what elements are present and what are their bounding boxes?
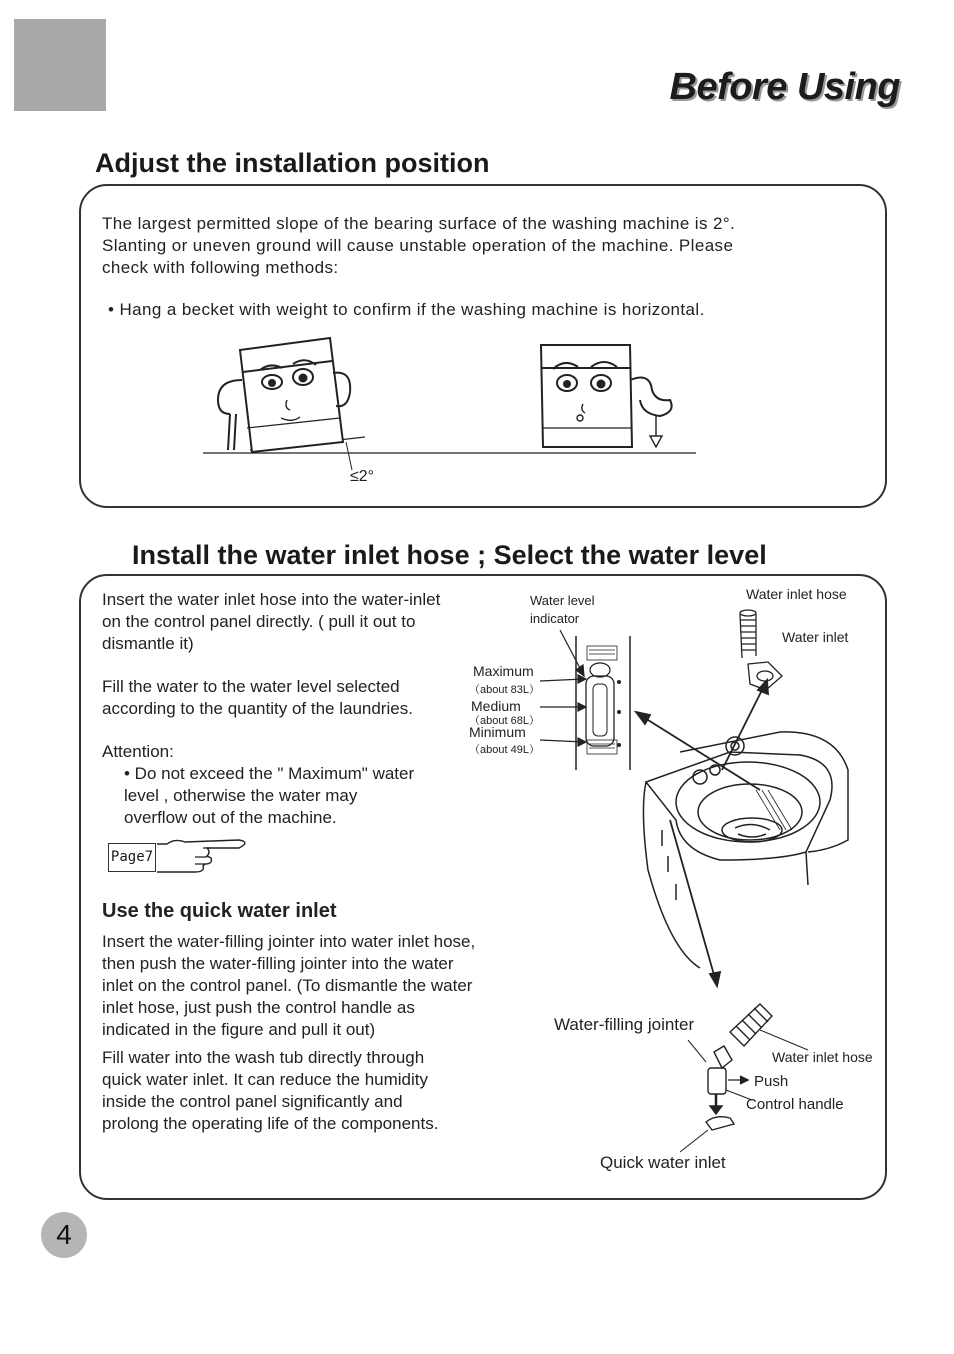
attention-heading: Attention: [102,742,174,761]
control-handle-label: Control handle [746,1096,844,1113]
maximum-level-label: Maximum [473,663,534,679]
water-level-indicator-figure [576,636,630,770]
quick-inlet-paragraph-2: Fill water into the wash tub directly through quick water inlet. It can reduce the humidity inside the control panel significantly and prolong the operating life of the components. [102,1048,439,1133]
quick-inlet-title: Use the quick water inlet [102,900,337,922]
quick-water-inlet-figure [680,1004,808,1152]
washing-machine-figure [643,732,848,968]
water-inlet-hose-top-label: Water inlet hose [746,586,847,602]
maximum-volume-label: （about 83L） [469,684,540,696]
water-level-indicator-label: Water level indicator [530,593,595,626]
minimum-volume-label: （about 49L） [469,744,540,756]
page-header-title: Before Using [669,66,900,108]
attention-bullet: • Do not exceed the " Maximum" water level , otherwise the water may overflow out of the machine. [124,764,415,827]
medium-level-label: Medium [471,698,521,714]
water-inlet-hose-figure [740,610,782,690]
slope-angle-label: ≤2° [350,468,375,485]
water-filling-jointer-label: Water-filling jointer [554,1015,695,1034]
quick-water-inlet-label: Quick water inlet [600,1153,726,1172]
fill-level-paragraph: Fill the water to the water level selected according to the quantity of the laundries. [102,677,413,718]
push-label: Push [754,1073,789,1090]
minimum-level-label: Minimum [469,724,526,740]
section-title-installation-position: Adjust the installation position [95,148,490,178]
section-title-water-inlet: Install the water inlet hose ; Select the water level [132,540,767,570]
page-number: 4 [41,1212,87,1258]
water-inlet-label: Water inlet [782,629,849,645]
slope-paragraph: The largest permitted slope of the bearing surface of the washing machine is 2°. Slanting or uneven ground will cause unstable operation of the machine. Please check with following methods: [102,214,736,277]
becket-bullet: • Hang a becket with weight to confirm if the washing machine is horizontal. [108,300,705,319]
quick-inlet-paragraph-1: Insert the water-filling jointer into water inlet hose, then push the water-filling jointer into the water inlet on the control panel. (To dismantle the water inlet hose, just push the control handle as indicated in the figure and pull it out) [102,932,476,1039]
page-reference-box: Page7 [108,843,156,872]
insert-hose-paragraph: Insert the water inlet hose into the water-inlet on the control panel directly. ( pull it out to dismantle it) [102,590,441,653]
medium-volume-label: （about 68L） [469,715,540,727]
water-inlet-hose-bottom-label: Water inlet hose [772,1049,873,1065]
